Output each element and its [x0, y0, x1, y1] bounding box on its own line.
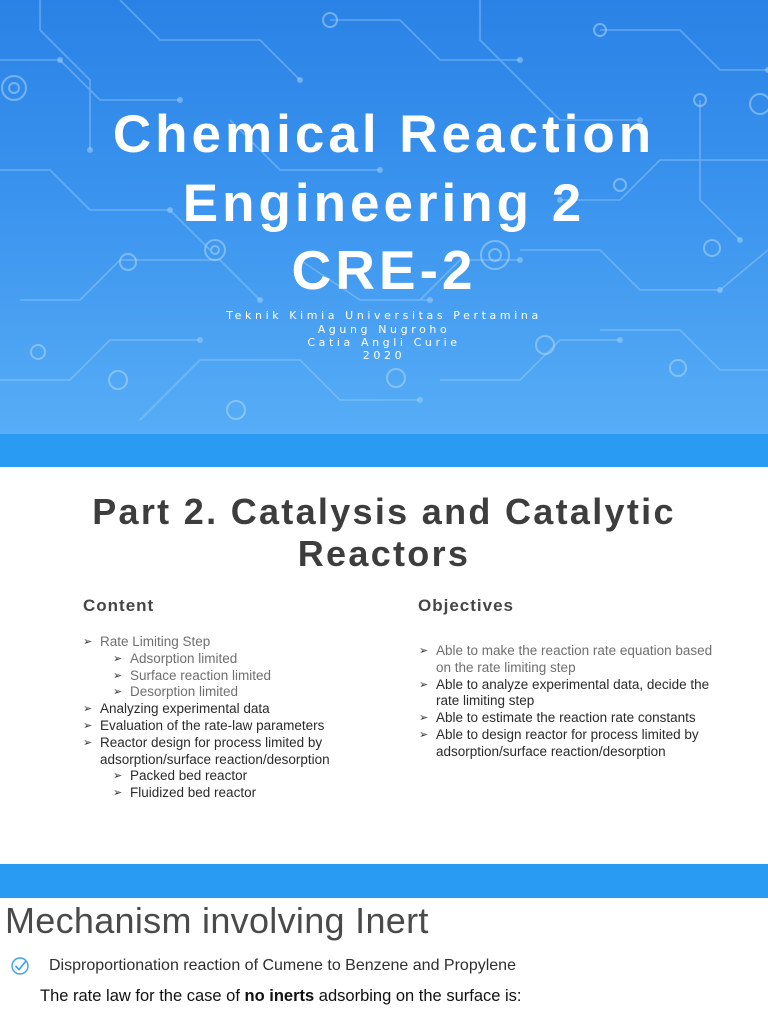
part-title: Part 2. Catalysis and Catalytic Reactors — [92, 491, 676, 574]
objective-item: ➢ Able to analyze experimental data, decide the rate limiting step — [436, 677, 726, 711]
slide-divider-band — [0, 434, 768, 467]
presentation-title-line-1: Chemical Reaction — [112, 105, 656, 164]
content-subitem: ➢ Desorption limited — [130, 684, 360, 701]
content-item: ➢ Evaluation of the rate-law parameters — [100, 718, 360, 735]
content-list — [100, 634, 360, 802]
slide-title: Mechanism involving Inert — [5, 900, 429, 941]
overview-slide — [0, 467, 768, 864]
content-subitem: ➢ Packed bed reactor — [130, 768, 360, 785]
rate-law-prefix: The rate law for the case of — [40, 987, 245, 1005]
objectives-list — [436, 643, 726, 761]
content-subitem: ➢ Adsorption limited — [130, 651, 360, 668]
author-name-1: Agung Nugroho — [317, 323, 451, 336]
mechanism-slide — [0, 898, 768, 1024]
content-subitem: ➢ Surface reaction limited — [130, 668, 360, 685]
content-item: ➢ Reactor design for process limited by adsorption/surface reaction/desorption — [100, 735, 360, 769]
objective-item: ➢ Able to estimate the reaction rate constants — [436, 710, 726, 727]
year-text: 2020 — [362, 349, 406, 362]
rate-law-suffix: adsorbing on the surface is: — [314, 987, 522, 1005]
slide-divider-band — [0, 864, 768, 898]
presentation-title-line-3: CRE-2 — [291, 239, 477, 301]
rate-law-sentence — [40, 987, 522, 1006]
author-name-2: Catia Angli Curie — [307, 336, 461, 349]
bullet-text: Disproportionation reaction of Cumene to Benzene and Propylene — [49, 957, 516, 974]
rate-law-emphasis: no inerts — [244, 987, 315, 1005]
presentation-title-line-2: Engineering 2 — [182, 174, 586, 233]
institution-text: Teknik Kimia Universitas Pertamina — [226, 309, 542, 322]
objectives-heading: Objectives — [418, 596, 514, 615]
title-slide — [0, 0, 768, 434]
objective-item: ➢ Able to design reactor for process limited by adsorption/surface reaction/desorption — [436, 727, 726, 761]
content-item: ➢ Analyzing experimental data — [100, 701, 360, 718]
content-heading: Content — [83, 596, 155, 615]
check-circle-icon — [10, 956, 30, 976]
content-item: ➢ Rate Limiting Step — [100, 634, 360, 651]
content-subitem: ➢ Fluidized bed reactor — [130, 785, 360, 802]
objective-item: ➢ Able to make the reaction rate equation based on the rate limiting step — [436, 643, 726, 677]
